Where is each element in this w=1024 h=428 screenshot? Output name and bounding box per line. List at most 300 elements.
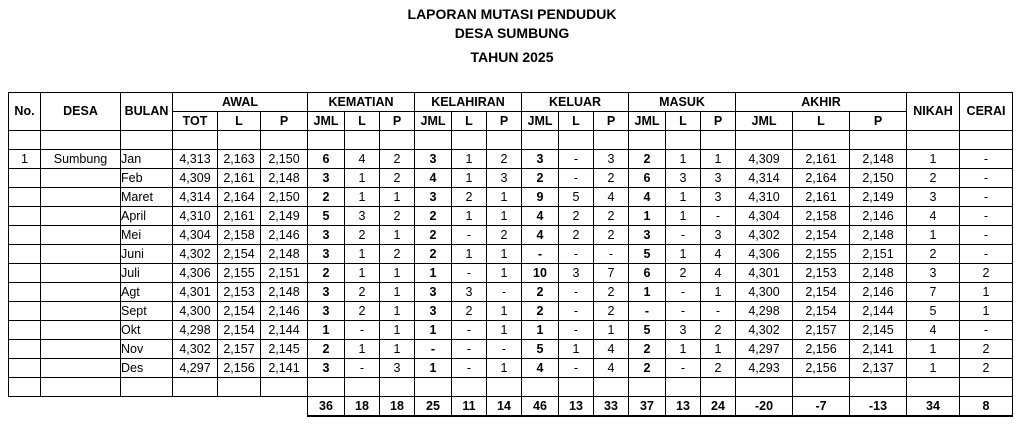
masuk-l: 1 (666, 340, 701, 359)
awal-value: 2,150 (261, 150, 308, 169)
masuk-l: - (666, 283, 701, 302)
awal-value: 2,158 (218, 226, 261, 245)
kelahiran-l: - (452, 264, 487, 283)
akhir-value: 2,154 (793, 302, 850, 321)
table-row (9, 283, 1013, 302)
table-row (9, 226, 1013, 245)
masuk-jml: 1 (629, 207, 666, 226)
keluar-p: 3 (594, 150, 629, 169)
awal-value: 2,161 (218, 207, 261, 226)
awal-value: 4,301 (173, 283, 218, 302)
empty-cell (261, 131, 308, 150)
table-row (9, 321, 1013, 340)
empty-cell (960, 378, 1013, 397)
awal-value: 4,306 (173, 264, 218, 283)
akhir-value: 2,161 (793, 188, 850, 207)
empty-cell (629, 378, 666, 397)
empty-cell (736, 378, 793, 397)
awal-value: 4,300 (173, 302, 218, 321)
month: Feb (121, 169, 173, 188)
village-name (41, 264, 121, 283)
header-l: L (218, 112, 261, 131)
keluar-jml: 3 (522, 150, 559, 169)
keluar-p: 4 (594, 359, 629, 378)
masuk-l: 1 (666, 207, 701, 226)
report-title: LAPORAN MUTASI PENDUDUK (407, 6, 617, 22)
keluar-l: - (559, 302, 594, 321)
kelahiran-p: 2 (487, 226, 522, 245)
kematian-p: 1 (380, 264, 415, 283)
header-p: P (850, 112, 907, 131)
kematian-p: 2 (380, 169, 415, 188)
masuk-l: 1 (666, 245, 701, 264)
kelahiran-l: - (452, 226, 487, 245)
total-kematian: 18 (345, 397, 380, 417)
awal-value: 4,304 (173, 226, 218, 245)
empty-cell (41, 397, 121, 417)
empty-cell (121, 131, 173, 150)
empty-cell (218, 378, 261, 397)
awal-value: 2,156 (218, 359, 261, 378)
header-keluar: KELUAR (522, 93, 629, 112)
kematian-jml: 3 (308, 302, 345, 321)
kelahiran-jml: 3 (415, 150, 452, 169)
row-number (9, 169, 41, 188)
table-body (9, 131, 1013, 417)
header-no: No. (9, 93, 41, 131)
cerai-value: - (960, 150, 1013, 169)
empty-cell (850, 378, 907, 397)
akhir-value: 4,302 (736, 321, 793, 340)
keluar-l: - (559, 150, 594, 169)
row-number (9, 321, 41, 340)
total-kematian: 18 (380, 397, 415, 417)
kematian-p: 1 (380, 226, 415, 245)
cerai-value: - (960, 245, 1013, 264)
awal-value: 2,145 (261, 340, 308, 359)
kematian-l: 2 (345, 283, 380, 302)
empty-cell (701, 131, 736, 150)
kematian-l: 1 (345, 340, 380, 359)
keluar-jml: 2 (522, 302, 559, 321)
akhir-value: 4,298 (736, 302, 793, 321)
kelahiran-jml: 3 (415, 188, 452, 207)
masuk-p: 4 (701, 264, 736, 283)
empty-cell (173, 131, 218, 150)
blank-row (9, 131, 1013, 150)
month: Des (121, 359, 173, 378)
awal-value: 2,148 (261, 169, 308, 188)
village-name (41, 302, 121, 321)
report-year: TAHUN 2025 (470, 49, 554, 65)
keluar-l: 3 (559, 264, 594, 283)
masuk-jml: 4 (629, 188, 666, 207)
header-awal: AWAL (173, 93, 308, 112)
masuk-l: - (666, 302, 701, 321)
empty-cell (380, 378, 415, 397)
totals-row (9, 397, 1013, 417)
nikah-value: 1 (907, 359, 960, 378)
cerai-value: - (960, 226, 1013, 245)
keluar-p: 2 (594, 207, 629, 226)
total-masuk: 13 (666, 397, 701, 417)
kelahiran-p: - (487, 283, 522, 302)
kelahiran-p: 3 (487, 169, 522, 188)
awal-value: 2,154 (218, 245, 261, 264)
kelahiran-jml: 1 (415, 321, 452, 340)
awal-value: 2,163 (218, 150, 261, 169)
kelahiran-p: 1 (487, 302, 522, 321)
empty-cell (415, 378, 452, 397)
kematian-jml: 2 (308, 188, 345, 207)
empty-cell (452, 378, 487, 397)
akhir-value: 2,141 (850, 340, 907, 359)
month: Juli (121, 264, 173, 283)
empty-cell (666, 378, 701, 397)
month: Maret (121, 188, 173, 207)
header-p: P (380, 112, 415, 131)
masuk-p: 3 (701, 188, 736, 207)
empty-cell (261, 397, 308, 417)
masuk-p: 2 (701, 321, 736, 340)
header-akhir: AKHIR (736, 93, 907, 112)
row-number (9, 340, 41, 359)
village-name (41, 207, 121, 226)
empty-cell (415, 131, 452, 150)
kelahiran-jml: - (415, 340, 452, 359)
akhir-value: 2,161 (793, 150, 850, 169)
blank-row (9, 378, 1013, 397)
masuk-p: 1 (701, 150, 736, 169)
empty-cell (218, 131, 261, 150)
empty-cell (41, 378, 121, 397)
kelahiran-l: - (452, 359, 487, 378)
masuk-p: 3 (701, 226, 736, 245)
awal-value: 4,309 (173, 169, 218, 188)
kelahiran-p: 1 (487, 188, 522, 207)
total-masuk: 37 (629, 397, 666, 417)
kelahiran-p: 1 (487, 264, 522, 283)
awal-value: 2,155 (218, 264, 261, 283)
report-village: DESA SUMBUNG (454, 25, 570, 41)
kematian-l: - (345, 359, 380, 378)
kematian-l: 4 (345, 150, 380, 169)
akhir-value: 2,153 (793, 264, 850, 283)
header-l: L (452, 112, 487, 131)
kematian-p: 1 (380, 321, 415, 340)
table-row (9, 302, 1013, 321)
total-cerai: 8 (960, 397, 1013, 417)
empty-cell (487, 131, 522, 150)
kelahiran-l: 1 (452, 207, 487, 226)
total-akhir: -7 (793, 397, 850, 417)
akhir-value: 2,156 (793, 359, 850, 378)
keluar-p: 2 (594, 169, 629, 188)
total-kelahiran: 25 (415, 397, 452, 417)
village-name (41, 359, 121, 378)
akhir-value: 2,146 (850, 207, 907, 226)
kelahiran-jml: 3 (415, 283, 452, 302)
empty-cell (666, 131, 701, 150)
header-jml: JML (415, 112, 452, 131)
keluar-p: 1 (594, 321, 629, 340)
empty-cell (121, 378, 173, 397)
kelahiran-l: 2 (452, 302, 487, 321)
akhir-value: 2,148 (850, 226, 907, 245)
header-l: L (666, 112, 701, 131)
empty-cell (522, 378, 559, 397)
total-kelahiran: 11 (452, 397, 487, 417)
kelahiran-p: 2 (487, 150, 522, 169)
header-p: P (487, 112, 522, 131)
akhir-value: 2,155 (793, 245, 850, 264)
header-jml: JML (629, 112, 666, 131)
nikah-value: 5 (907, 302, 960, 321)
awal-value: 4,313 (173, 150, 218, 169)
kematian-jml: 3 (308, 359, 345, 378)
header-jml: JML (736, 112, 793, 131)
akhir-value: 4,300 (736, 283, 793, 302)
row-number: 1 (9, 150, 41, 169)
kelahiran-jml: 1 (415, 264, 452, 283)
keluar-jml: 2 (522, 283, 559, 302)
empty-cell (9, 378, 41, 397)
keluar-l: 2 (559, 226, 594, 245)
total-kelahiran: 14 (487, 397, 522, 417)
month: Jan (121, 150, 173, 169)
village-name (41, 245, 121, 264)
masuk-jml: - (629, 302, 666, 321)
masuk-p: 1 (701, 340, 736, 359)
empty-cell (308, 131, 345, 150)
nikah-value: 4 (907, 207, 960, 226)
month: Juni (121, 245, 173, 264)
month: Nov (121, 340, 173, 359)
nikah-value: 1 (907, 340, 960, 359)
akhir-value: 2,154 (793, 283, 850, 302)
akhir-value: 2,137 (850, 359, 907, 378)
akhir-value: 4,306 (736, 245, 793, 264)
total-keluar: 13 (559, 397, 594, 417)
kematian-jml: 1 (308, 321, 345, 340)
nikah-value: 1 (907, 150, 960, 169)
keluar-l: 2 (559, 207, 594, 226)
awal-value: 4,302 (173, 245, 218, 264)
empty-cell (559, 378, 594, 397)
kelahiran-p: 1 (487, 321, 522, 340)
empty-cell (41, 131, 121, 150)
kelahiran-l: 2 (452, 188, 487, 207)
header-cerai: CERAI (960, 93, 1013, 131)
keluar-jml: 4 (522, 359, 559, 378)
cerai-value: 1 (960, 302, 1013, 321)
nikah-value: 2 (907, 169, 960, 188)
kelahiran-l: - (452, 321, 487, 340)
kematian-p: 1 (380, 302, 415, 321)
kelahiran-jml: 4 (415, 169, 452, 188)
header-masuk: MASUK (629, 93, 736, 112)
kelahiran-l: 1 (452, 169, 487, 188)
header-l: L (793, 112, 850, 131)
keluar-p: 4 (594, 340, 629, 359)
masuk-jml: 6 (629, 264, 666, 283)
akhir-value: 4,304 (736, 207, 793, 226)
masuk-jml: 5 (629, 245, 666, 264)
keluar-l: - (559, 359, 594, 378)
masuk-l: - (666, 359, 701, 378)
akhir-value: 2,148 (850, 150, 907, 169)
kematian-jml: 3 (308, 169, 345, 188)
empty-cell (850, 131, 907, 150)
empty-cell (9, 131, 41, 150)
nikah-value: 3 (907, 264, 960, 283)
kematian-jml: 6 (308, 150, 345, 169)
akhir-value: 2,148 (850, 264, 907, 283)
keluar-jml: 10 (522, 264, 559, 283)
total-keluar: 46 (522, 397, 559, 417)
empty-cell (452, 131, 487, 150)
awal-value: 2,146 (261, 302, 308, 321)
empty-cell (345, 378, 380, 397)
keluar-jml: 9 (522, 188, 559, 207)
awal-value: 2,144 (261, 321, 308, 340)
row-number (9, 302, 41, 321)
masuk-p: 3 (701, 169, 736, 188)
empty-cell (594, 131, 629, 150)
kematian-l: 1 (345, 169, 380, 188)
kelahiran-p: 1 (487, 359, 522, 378)
kematian-l: 1 (345, 188, 380, 207)
kelahiran-p: - (487, 340, 522, 359)
month: Agt (121, 283, 173, 302)
akhir-value: 2,151 (850, 245, 907, 264)
header-bulan: BULAN (121, 93, 173, 131)
akhir-value: 4,310 (736, 188, 793, 207)
total-akhir: -20 (736, 397, 793, 417)
village-name (41, 188, 121, 207)
keluar-jml: 1 (522, 321, 559, 340)
header-kelahiran: KELAHIRAN (415, 93, 522, 112)
awal-value: 4,310 (173, 207, 218, 226)
akhir-value: 2,150 (850, 169, 907, 188)
cerai-value: - (960, 169, 1013, 188)
akhir-value: 4,314 (736, 169, 793, 188)
header-jml: JML (522, 112, 559, 131)
empty-cell (522, 131, 559, 150)
header-l: L (345, 112, 380, 131)
keluar-jml: 4 (522, 226, 559, 245)
akhir-value: 2,144 (850, 302, 907, 321)
header-p: P (594, 112, 629, 131)
cerai-value: 1 (960, 283, 1013, 302)
row-number (9, 283, 41, 302)
akhir-value: 2,154 (793, 226, 850, 245)
kematian-jml: 2 (308, 340, 345, 359)
awal-value: 2,148 (261, 283, 308, 302)
header-p: P (261, 112, 308, 131)
masuk-jml: 2 (629, 150, 666, 169)
awal-value: 4,314 (173, 188, 218, 207)
keluar-l: 5 (559, 188, 594, 207)
total-masuk: 24 (701, 397, 736, 417)
kematian-p: 2 (380, 150, 415, 169)
empty-cell (121, 397, 173, 417)
village-name (41, 340, 121, 359)
total-nikah: 34 (907, 397, 960, 417)
empty-cell (907, 131, 960, 150)
row-number (9, 264, 41, 283)
masuk-l: 1 (666, 188, 701, 207)
kematian-p: 3 (380, 359, 415, 378)
keluar-jml: 2 (522, 169, 559, 188)
row-number (9, 226, 41, 245)
kematian-p: 1 (380, 283, 415, 302)
empty-cell (559, 131, 594, 150)
awal-value: 2,157 (218, 340, 261, 359)
kematian-l: 3 (345, 207, 380, 226)
kelahiran-l: - (452, 340, 487, 359)
header-nikah: NIKAH (907, 93, 960, 131)
kematian-jml: 3 (308, 245, 345, 264)
cerai-value: - (960, 207, 1013, 226)
village-name (41, 226, 121, 245)
cerai-value: 2 (960, 359, 1013, 378)
kematian-jml: 5 (308, 207, 345, 226)
village-name (41, 321, 121, 340)
kematian-l: - (345, 321, 380, 340)
kematian-p: 1 (380, 188, 415, 207)
akhir-value: 2,156 (793, 340, 850, 359)
masuk-p: - (701, 207, 736, 226)
akhir-value: 4,293 (736, 359, 793, 378)
kelahiran-jml: 2 (415, 207, 452, 226)
keluar-p: 2 (594, 283, 629, 302)
row-number (9, 188, 41, 207)
month: April (121, 207, 173, 226)
kelahiran-l: 1 (452, 245, 487, 264)
keluar-p: 2 (594, 302, 629, 321)
akhir-value: 2,164 (793, 169, 850, 188)
awal-value: 4,298 (173, 321, 218, 340)
kematian-p: 1 (380, 340, 415, 359)
empty-cell (487, 378, 522, 397)
keluar-l: - (559, 169, 594, 188)
table-row (9, 150, 1013, 169)
awal-value: 2,141 (261, 359, 308, 378)
nikah-value: 7 (907, 283, 960, 302)
month: Okt (121, 321, 173, 340)
masuk-l: 3 (666, 169, 701, 188)
akhir-value: 4,301 (736, 264, 793, 283)
masuk-l: 2 (666, 264, 701, 283)
cerai-value: 2 (960, 264, 1013, 283)
masuk-jml: 5 (629, 321, 666, 340)
keluar-p: 2 (594, 226, 629, 245)
masuk-l: 3 (666, 321, 701, 340)
header-kematian: KEMATIAN (308, 93, 415, 112)
header-desa: DESA (41, 93, 121, 131)
header-tot: TOT (173, 112, 218, 131)
awal-value: 2,164 (218, 188, 261, 207)
masuk-p: 2 (701, 359, 736, 378)
awal-value: 2,154 (218, 321, 261, 340)
empty-cell (9, 397, 41, 417)
keluar-l: 1 (559, 340, 594, 359)
row-number (9, 359, 41, 378)
header-jml: JML (308, 112, 345, 131)
kelahiran-l: 3 (452, 283, 487, 302)
kematian-l: 2 (345, 302, 380, 321)
